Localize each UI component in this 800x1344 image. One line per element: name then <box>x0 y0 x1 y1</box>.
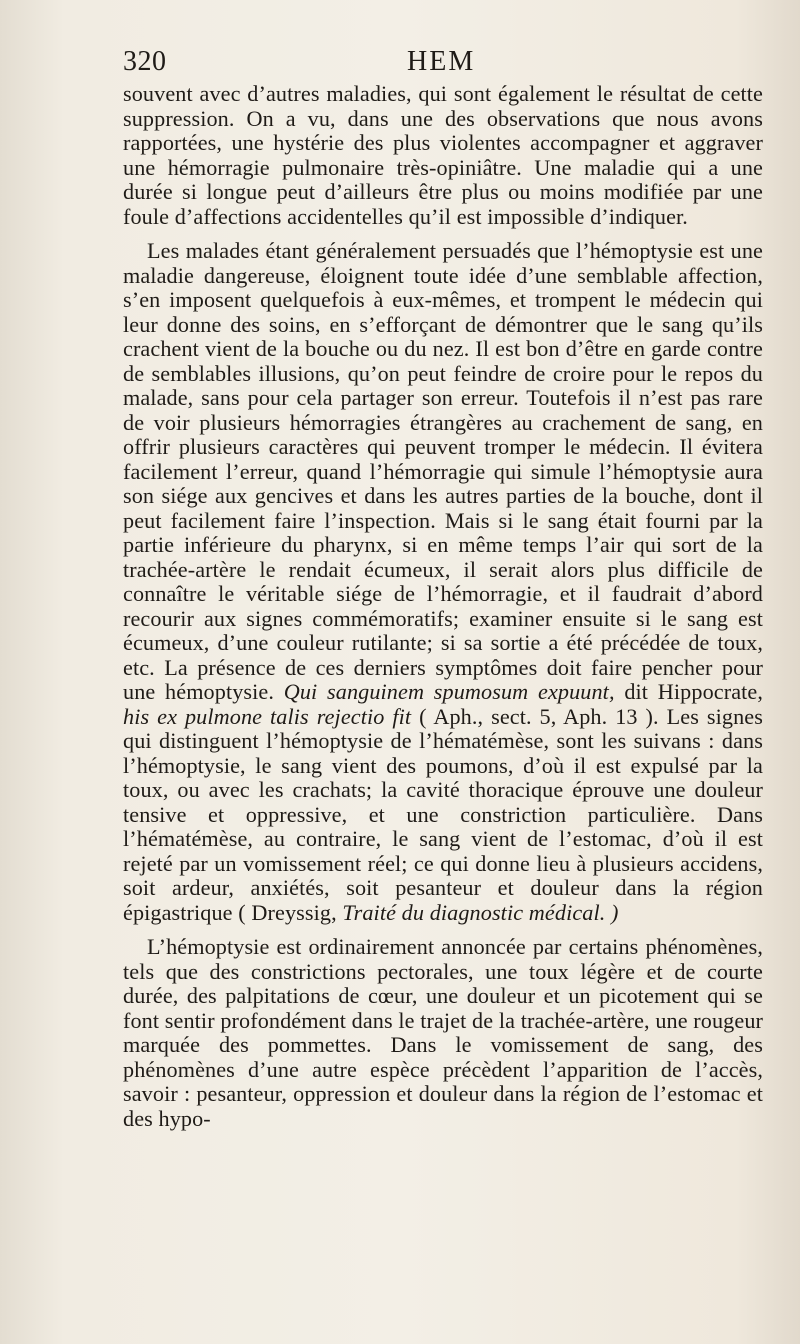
paragraph-2-continued: ( Aph., sect. 5, Aph. 13 ). Les signes qui distinguent l’hémoptysie de l’hématémèse, sont les suivans : dans l’hémoptysie, le sang vient des poumons, d’où il est expulsé par la toux, ou avec les crachats; la cavité thoracique éprouve une douleur tensive et oppressive, et une constriction particulière. Dans l’hématémèse, au contraire, le sang vient de l’estomac, d’où il est rejeté par un vomissement réel; ce qui donne lieu à plusieurs accidens, soit ardeur, anxiétés, soit pesanteur et douleur dans la région épigastrique ( Dreyssig, <box>123 703 763 925</box>
body-text <box>123 82 763 1131</box>
page-header <box>123 46 763 84</box>
paragraph-2-text: Les malades étant généralement persuadés que l’hémoptysie est une maladie dangereuse, éloignent toute idée d’une semblable affection, s’en imposent quelquefois à eux-mêmes, et trompent le médecin qui leur donne des soins, en s’efforçant de démontrer que le sang qu’ils crachent vient de la bouche ou du nez. Il est bon d’être en garde contre de semblables illusions, qu’on peut feindre de croire pour le repos du malade, sans pour cela partager son erreur. Toutefois il n’est pas rare de voir plusieurs hémorragies étrangères au crachement de sang, en offrir plusieurs caractères qui peuvent tromper le médecin. Il évitera facilement l’erreur, quand l’hémorragie qui simule l’hémoptysie aura son siége aux gencives et dans les autres parties de la bouche, dont il peut facilement faire l’inspection. Mais si le sang était fourni par la partie inférieure du pharynx, si en même temps l’air qui sort de la trachée-artère le rendait écumeux, il serait alors plus difficile de connaître le véritable siége de l’hémorragie, et il faudrait d’abord recourir aux signes commémoratifs; examiner ensuite si le sang est écumeux, d’une couleur rutilante; si sa sortie a été précédée de toux, etc. La présence de ces derniers symptômes doit faire pencher pour une hémoptysie. <box>123 238 763 704</box>
page-number: 320 <box>123 46 167 77</box>
paragraph-3 <box>123 935 763 1131</box>
attribution-text: dit Hippocrate, <box>624 679 764 704</box>
paragraph-3-text: L’hémoptysie est ordinairement annoncée par certains phénomènes, tels que des constrictions pectorales, une toux légère et de courte durée, des palpitations de cœur, une douleur et un picotement qui se font sentir profondément dans le trajet de la trachée-artère, une rougeur marquée des pommettes. Dans le vomissement de sang, des phénomènes d’une autre espèce précèdent l’apparition de l’accès, savoir : pesanteur, oppression et douleur dans la région de l’estomac et des hypo- <box>123 934 763 1131</box>
paragraph-2 <box>123 239 763 925</box>
paragraph-1 <box>123 82 763 229</box>
latin-quote-1: Qui sanguinem spumosum expuunt, <box>283 679 615 704</box>
running-head: HEM <box>407 46 476 77</box>
latin-quote-2: his ex pulmone talis rejectio fit <box>123 703 412 729</box>
paragraph-1-text: souvent avec d’autres maladies, qui sont également le résultat de cette suppression. On a vu, dans une des observations que nous avons rapportées, une hystérie des plus violentes accompagner et aggraver une hémorragie pulmonaire très-opiniâtre. Une maladie qui a une durée si longue peut d’ailleurs être plus ou moins modifiée par une foule d’affections accidentelles qu’il est impossible d’indiquer. <box>123 81 763 229</box>
work-title: Traité du diagnostic médical. ) <box>342 899 619 925</box>
